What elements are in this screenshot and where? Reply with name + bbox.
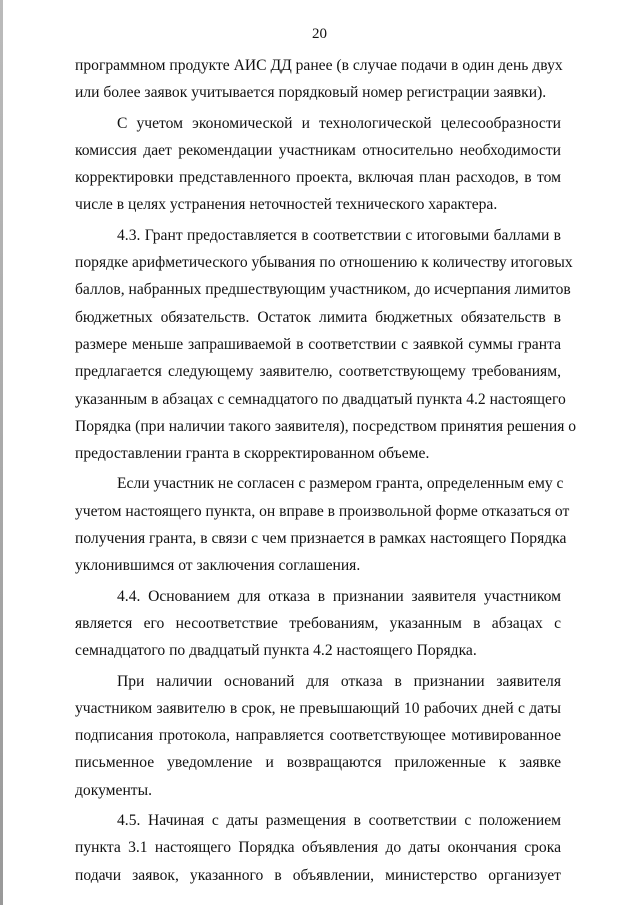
text-line: учетом настоящего пункта, он вправе в произвольной форме отказаться от bbox=[75, 502, 570, 520]
text-line: 4.5. Начиная с даты размещения в соответствии с положением bbox=[117, 812, 561, 830]
text-line: размере меньше запрашиваемой в соответствии с заявкой суммы гранта bbox=[75, 335, 561, 353]
text-line: 4.3. Грант предоставляется в соответствии с итоговыми баллами в bbox=[117, 226, 561, 244]
text-line: семнадцатого по двадцатый пункта 4.2 настоящего Порядка. bbox=[75, 642, 477, 660]
paragraph bbox=[75, 807, 561, 889]
text-line: предлагается следующему заявителю, соответствующему требованиям, bbox=[75, 363, 561, 381]
text-line: При наличии оснований для отказа в признании заявителя bbox=[117, 672, 561, 690]
text-line: программном продукте АИС ДД ранее (в случае подачи в один день двух bbox=[75, 57, 563, 74]
page-number: 20 bbox=[312, 26, 327, 42]
text-line: получения гранта, в связи с чем признается в рамках настоящего Порядка bbox=[75, 530, 567, 548]
text-line: Порядка (при наличии такого заявителя), посредством принятия решения о bbox=[75, 417, 577, 435]
text-line: порядке арифметического убывания по отношению к количеству итоговых bbox=[75, 254, 573, 272]
text-line: документы. bbox=[75, 781, 153, 799]
text-line: уклонившимся от заключения соглашения. bbox=[75, 557, 361, 575]
text-line: подачи заявок, указанного в объявлении, министерство организует bbox=[75, 866, 561, 884]
text-line: подписания протокола, направляется соответствующее мотивированное bbox=[75, 727, 561, 745]
text-line: письменное уведомление и возвращаются приложенные к заявке bbox=[75, 754, 561, 772]
text-line: числе в целях устранения неточностей технического характера. bbox=[75, 196, 498, 214]
text-line: бюджетных обязательств. Остаток лимита бюджетных обязательств в bbox=[75, 308, 561, 326]
text-line: баллов, набранных предшествующим участником, до исчерпания лимитов bbox=[75, 281, 571, 299]
text-line: 4.4. Основанием для отказа в признании заявителя участником bbox=[117, 587, 561, 605]
paragraph bbox=[75, 668, 561, 804]
text-line: Если участник не согласен с размером гранта, определенным ему с bbox=[117, 475, 564, 493]
text-line: корректировки представленного проекта, включая план расходов, в том bbox=[75, 169, 561, 187]
text-line: указанным в абзацах с семнадцатого по двадцатый пункта 4.2 настоящего bbox=[75, 390, 566, 408]
text-line: предоставлении гранта в скорректированном объеме. bbox=[75, 445, 430, 463]
text-line: пункта 3.1 настоящего Порядка объявления до даты окончания срока bbox=[75, 839, 561, 857]
text-line: является его несоответствие требованиям, указанным в абзацах с bbox=[75, 614, 561, 632]
paragraph bbox=[75, 583, 561, 665]
paragraph bbox=[75, 110, 561, 219]
text-line: С учетом экономической и технологической целесообразности bbox=[117, 114, 561, 132]
text-line: или более заявок учитывается порядковый номер регистрации заявки). bbox=[75, 84, 547, 102]
scan-edge bbox=[0, 0, 3, 905]
paragraph bbox=[75, 470, 570, 579]
text-line: участником заявителю в срок, не превышающий 10 рабочих дней с даты bbox=[75, 699, 561, 717]
text-line: комиссия дает рекомендации участникам относительно необходимости bbox=[75, 141, 561, 159]
paragraph bbox=[75, 222, 577, 468]
document-body bbox=[75, 52, 577, 889]
paragraph bbox=[75, 52, 561, 107]
